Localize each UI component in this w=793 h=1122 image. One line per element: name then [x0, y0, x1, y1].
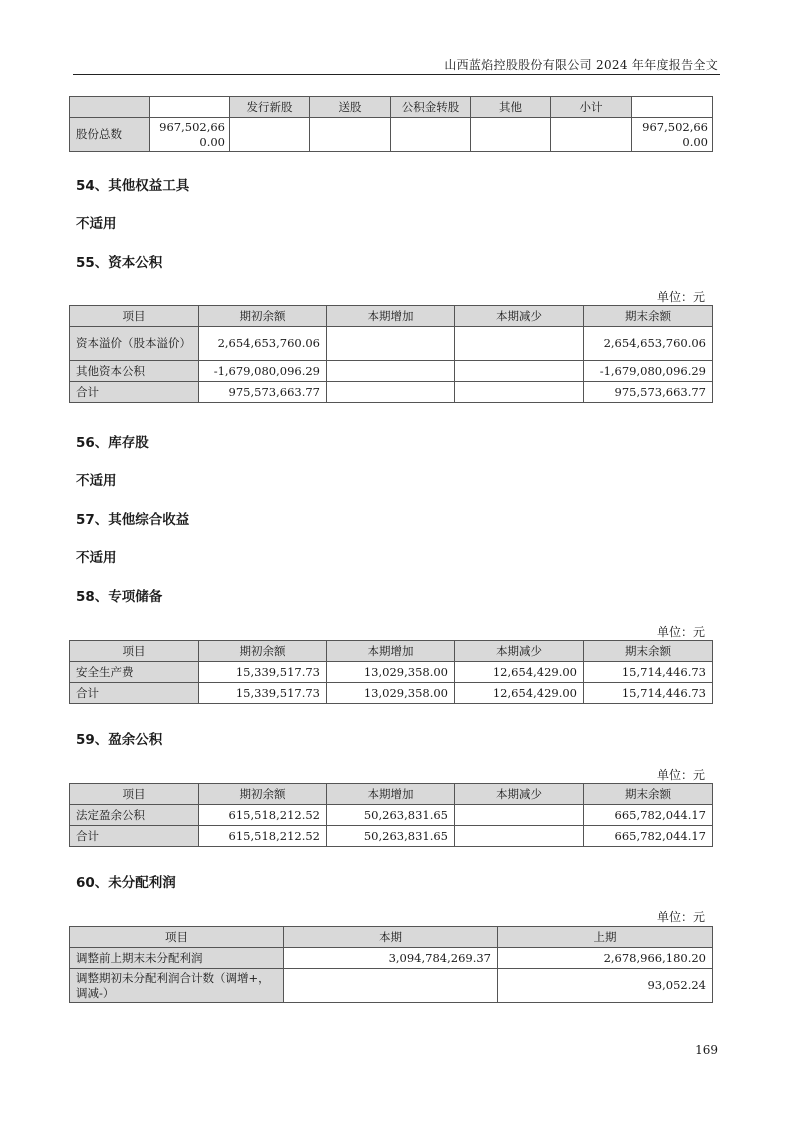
- undistributed-header-row: [70, 927, 713, 948]
- share-table-cell-empty: [230, 118, 310, 152]
- col-header-decrease: 本期减少: [455, 306, 584, 327]
- page-number: 169: [695, 1043, 718, 1057]
- section-55-heading: 55、资本公积: [76, 255, 163, 271]
- row-prior: 2,678,966,180.20: [498, 948, 713, 969]
- row-item: 法定盈余公积: [70, 805, 199, 826]
- share-table-header-blank: [632, 97, 713, 118]
- row-decrease: [455, 382, 584, 403]
- row-prior: 93,052.24: [498, 969, 713, 1003]
- col-header-prior: 上期: [498, 927, 713, 948]
- row-closing: 975,573,663.77: [584, 382, 713, 403]
- section-59-unit: 单位：元: [656, 768, 705, 782]
- share-table-row-total: [70, 118, 713, 152]
- row-item: 合计: [70, 683, 199, 704]
- share-table-header-other: 其他: [471, 97, 551, 118]
- row-closing: -1,679,080,096.29: [584, 361, 713, 382]
- share-table-closing: 967,502,660.00: [632, 118, 713, 152]
- row-item: 资本溢价（股本溢价）: [70, 327, 199, 361]
- col-header-item: 项目: [70, 927, 284, 948]
- header-rule: [73, 74, 720, 75]
- section-55-unit: 单位：元: [656, 290, 705, 304]
- section-56-text: 不适用: [76, 473, 117, 489]
- share-table-header-bonus-shares: 送股: [310, 97, 391, 118]
- row-decrease: [455, 361, 584, 382]
- section-54-heading: 54、其他权益工具: [76, 178, 190, 194]
- row-current: [284, 969, 498, 1003]
- row-opening: 15,339,517.73: [199, 683, 327, 704]
- row-item: 其他资本公积: [70, 361, 199, 382]
- share-table-header-new-shares: 发行新股: [230, 97, 310, 118]
- share-capital-table: [69, 96, 713, 152]
- row-opening: 615,518,212.52: [199, 805, 327, 826]
- row-closing: 665,782,044.17: [584, 805, 713, 826]
- special-reserve-table: [69, 640, 713, 704]
- surplus-reserve-table: [69, 783, 713, 847]
- section-58-heading: 58、专项储备: [76, 589, 163, 605]
- row-increase: 50,263,831.65: [327, 826, 455, 847]
- col-header-closing: 期末余额: [584, 641, 713, 662]
- col-header-current: 本期: [284, 927, 498, 948]
- row-increase: 13,029,358.00: [327, 683, 455, 704]
- table-row-total: [70, 683, 713, 704]
- special-reserve-header-row: [70, 641, 713, 662]
- row-decrease: [455, 327, 584, 361]
- row-opening: 15,339,517.73: [199, 662, 327, 683]
- share-table-cell-empty: [391, 118, 471, 152]
- undistributed-profit-table: [69, 926, 713, 1003]
- col-header-closing: 期末余额: [584, 306, 713, 327]
- row-item: 安全生产费: [70, 662, 199, 683]
- table-row: [70, 662, 713, 683]
- table-row: [70, 361, 713, 382]
- capital-reserve-header-row: [70, 306, 713, 327]
- row-item: 调整期初未分配利润合计数（调增+，调减-）: [70, 969, 284, 1003]
- share-table-header-row: [70, 97, 713, 118]
- share-table-cell-empty: [471, 118, 551, 152]
- row-decrease: [455, 826, 584, 847]
- table-row: [70, 969, 713, 1003]
- section-54-text: 不适用: [76, 216, 117, 232]
- section-56-heading: 56、库存股: [76, 435, 149, 451]
- capital-reserve-table: [69, 305, 713, 403]
- share-table-header-reserve-conversion: 公积金转股: [391, 97, 471, 118]
- share-table-header-blank: [150, 97, 230, 118]
- share-table-opening: 967,502,660.00: [150, 118, 230, 152]
- share-table-row-label: 股份总数: [70, 118, 150, 152]
- row-increase: [327, 382, 455, 403]
- row-closing: 2,654,653,760.06: [584, 327, 713, 361]
- section-60-unit: 单位：元: [656, 910, 705, 924]
- row-current: 3,094,784,269.37: [284, 948, 498, 969]
- col-header-decrease: 本期减少: [455, 641, 584, 662]
- row-opening: 615,518,212.52: [199, 826, 327, 847]
- row-opening: 2,654,653,760.06: [199, 327, 327, 361]
- col-header-increase: 本期增加: [327, 784, 455, 805]
- col-header-item: 项目: [70, 784, 199, 805]
- page-header-title: 山西蓝焰控股股份有限公司 2024 年年度报告全文: [444, 58, 718, 72]
- section-58-unit: 单位：元: [656, 625, 705, 639]
- row-increase: [327, 327, 455, 361]
- row-closing: 15,714,446.73: [584, 662, 713, 683]
- section-57-text: 不适用: [76, 550, 117, 566]
- table-row: [70, 948, 713, 969]
- row-opening: 975,573,663.77: [199, 382, 327, 403]
- surplus-reserve-header-row: [70, 784, 713, 805]
- col-header-decrease: 本期减少: [455, 784, 584, 805]
- row-item: 合计: [70, 382, 199, 403]
- col-header-increase: 本期增加: [327, 641, 455, 662]
- table-row-total: [70, 826, 713, 847]
- row-increase: 13,029,358.00: [327, 662, 455, 683]
- col-header-item: 项目: [70, 641, 199, 662]
- row-decrease: 12,654,429.00: [455, 683, 584, 704]
- row-item: 调整前上期末未分配利润: [70, 948, 284, 969]
- row-opening: -1,679,080,096.29: [199, 361, 327, 382]
- col-header-increase: 本期增加: [327, 306, 455, 327]
- row-increase: [327, 361, 455, 382]
- col-header-closing: 期末余额: [584, 784, 713, 805]
- table-row: [70, 327, 713, 361]
- section-60-heading: 60、未分配利润: [76, 875, 176, 891]
- share-table-cell-empty: [551, 118, 632, 152]
- section-59-heading: 59、盈余公积: [76, 732, 163, 748]
- row-decrease: 12,654,429.00: [455, 662, 584, 683]
- col-header-opening: 期初余额: [199, 784, 327, 805]
- share-table-cell-empty: [310, 118, 391, 152]
- row-closing: 15,714,446.73: [584, 683, 713, 704]
- section-57-heading: 57、其他综合收益: [76, 512, 190, 528]
- table-row-total: [70, 382, 713, 403]
- share-table-header-subtotal: 小计: [551, 97, 632, 118]
- col-header-opening: 期初余额: [199, 306, 327, 327]
- col-header-item: 项目: [70, 306, 199, 327]
- share-table-header-blank: [70, 97, 150, 118]
- row-increase: 50,263,831.65: [327, 805, 455, 826]
- table-row: [70, 805, 713, 826]
- row-decrease: [455, 805, 584, 826]
- col-header-opening: 期初余额: [199, 641, 327, 662]
- row-item: 合计: [70, 826, 199, 847]
- row-closing: 665,782,044.17: [584, 826, 713, 847]
